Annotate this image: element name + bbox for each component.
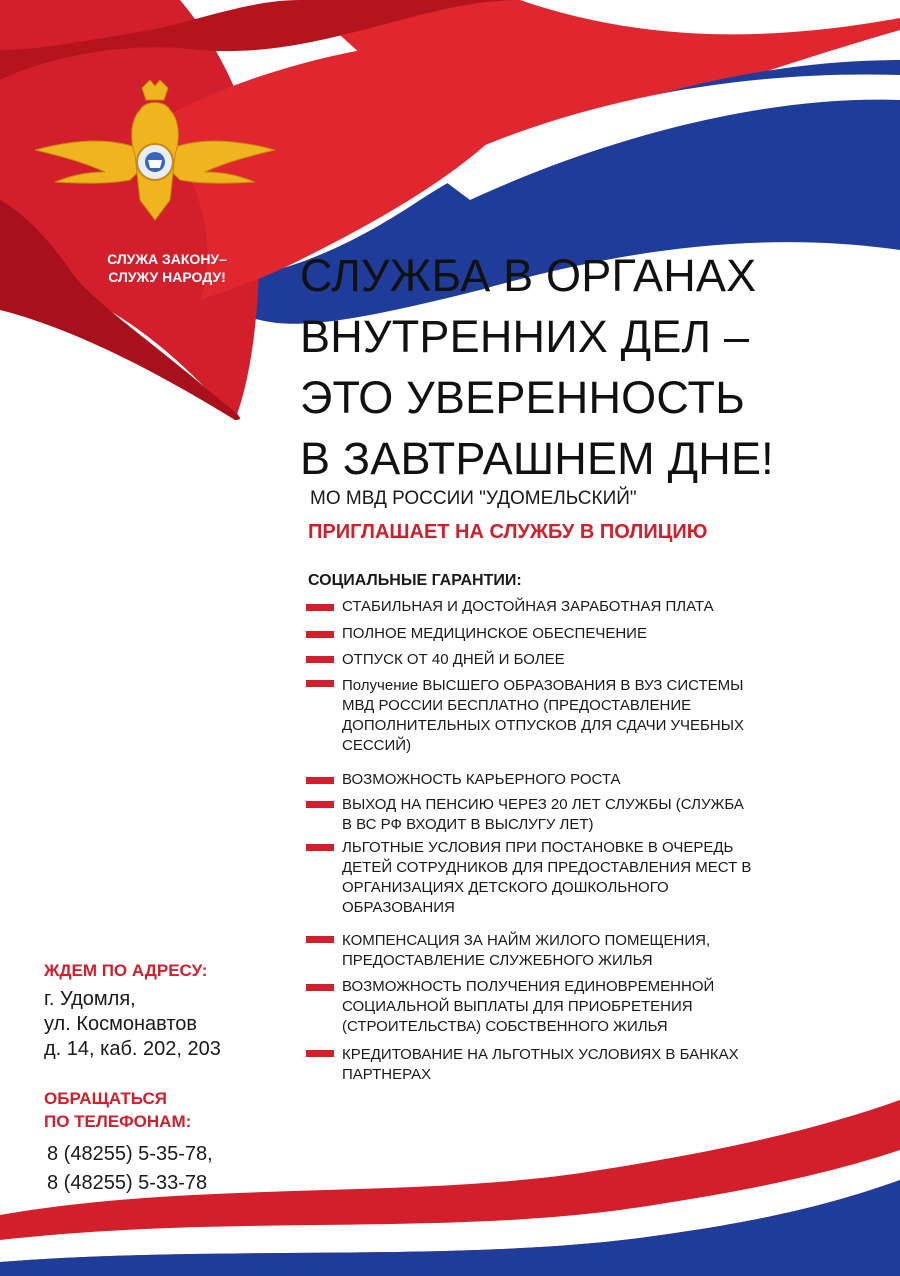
list-bullet [306, 656, 334, 663]
list-item [342, 676, 882, 756]
guarantees-title: СОЦИАЛЬНЫЕ ГАРАНТИИ: [308, 572, 522, 589]
list-item [342, 1045, 882, 1085]
address-line: ул. Космонавтов [44, 1013, 198, 1035]
address-line: д. 14, каб. 202, 203 [44, 1038, 221, 1060]
list-bullet [306, 844, 334, 851]
list-item [342, 624, 882, 644]
list-bullet [306, 604, 334, 611]
headline-line: ВНУТРЕННИХ ДЕЛ – [300, 311, 750, 362]
list-bullet [306, 984, 334, 991]
list-item [342, 650, 882, 670]
headline-line: В ЗАВТРАШНЕМ ДНЕ! [300, 433, 774, 484]
organization-name: МО МВД РОССИИ "УДОМЕЛЬСКИЙ" [310, 488, 637, 509]
headline-line: СЛУЖБА В ОРГАНАХ [300, 250, 757, 301]
phones-title-line: ПО ТЕЛЕФОНАМ: [44, 1112, 192, 1131]
list-item-line: ОТПУСК ОТ 40 ДНЕЙ И БОЛЕЕ [342, 651, 565, 668]
list-item-line: ВЫХОД НА ПЕНСИЮ ЧЕРЕЗ 20 ЛЕТ СЛУЖБЫ (СЛУЖБА [342, 796, 744, 813]
phones-title-line: ОБРАЩАТЬСЯ [44, 1089, 167, 1108]
list-item [342, 931, 882, 971]
list-item-line: В ВС РФ ВХОДИТ В ВЫСЛУГУ ЛЕТ) [342, 816, 594, 833]
list-item-line: ОБРАЗОВАНИЯ [342, 899, 455, 916]
address-line: г. Удомля, [44, 988, 136, 1010]
list-item [342, 597, 882, 617]
phone-list [47, 1140, 213, 1198]
list-item-line: ПОЛНОЕ МЕДИЦИНСКОЕ ОБЕСПЕЧЕНИЕ [342, 625, 647, 642]
list-item [342, 795, 882, 835]
list-item [342, 770, 882, 790]
list-item [342, 977, 882, 1037]
list-item-line: ВОЗМОЖНОСТЬ ПОЛУЧЕНИЯ ЕДИНОВРЕМЕННОЙ [342, 978, 715, 995]
list-item-line: ДЕТЕЙ СОТРУДНИКОВ ДЛЯ ПРЕДОСТАВЛЕНИЯ МЕСТ В [342, 859, 752, 876]
list-item-line: КРЕДИТОВАНИЕ НА ЛЬГОТНЫХ УСЛОВИЯХ В БАНКАХ [342, 1046, 739, 1063]
list-item-line: ДОПОЛНИТЕЛЬНЫХ ОТПУСКОВ ДЛЯ СДАЧИ УЧЕБНЫХ [342, 717, 745, 734]
list-item-line: ЛЬГОТНЫЕ УСЛОВИЯ ПРИ ПОСТАНОВКЕ В ОЧЕРЕДЬ [342, 839, 734, 856]
invitation-text: ПРИГЛАШАЕТ НА СЛУЖБУ В ПОЛИЦИЮ [308, 521, 708, 543]
police-emblem-icon [30, 80, 280, 230]
list-bullet [306, 631, 334, 638]
list-item [342, 838, 882, 918]
list-item-line: ВОЗМОЖНОСТЬ КАРЬЕРНОГО РОСТА [342, 771, 621, 788]
list-bullet [306, 777, 334, 784]
list-item-line: ПАРТНЕРАХ [342, 1066, 432, 1083]
headline-line: ЭТО УВЕРЕННОСТЬ [300, 372, 745, 423]
list-item-line: ПРЕДОСТАВЛЕНИЕ СЛУЖЕБНОГО ЖИЛЬЯ [342, 952, 653, 969]
list-bullet [306, 1050, 334, 1057]
list-bullet [306, 936, 334, 943]
phone-number: 8 (48255) 5-35-78, [47, 1143, 213, 1165]
motto-line: СЛУЖУ НАРОДУ! [108, 269, 226, 285]
address-title: ЖДЕМ ПО АДРЕСУ: [44, 961, 208, 980]
list-item-line: СТАБИЛЬНАЯ И ДОСТОЙНАЯ ЗАРАБОТНАЯ ПЛАТА [342, 598, 714, 615]
headline [300, 245, 890, 489]
motto-line: СЛУЖА ЗАКОНУ– [107, 251, 227, 267]
list-item-line: СОЦИАЛЬНОЙ ВЫПЛАТЫ ДЛЯ ПРИОБРЕТЕНИЯ [342, 998, 693, 1015]
list-bullet [306, 680, 334, 687]
list-item-line: (СТРОИТЕЛЬСТВА) СОБСТВЕННОГО ЖИЛЬЯ [342, 1018, 668, 1035]
phones-title [44, 1087, 191, 1133]
phone-number: 8 (48255) 5-33-78 [47, 1172, 208, 1194]
list-item-line: Получение ВЫСШЕГО ОБРАЗОВАНИЯ В ВУЗ СИСТЕМЫ [342, 677, 744, 694]
address [44, 987, 221, 1062]
list-item-line: СЕССИЙ) [342, 737, 412, 754]
list-item-line: МВД РОССИИ БЕСПЛАТНО (ПРЕДОСТАВЛЕНИЕ [342, 697, 692, 714]
list-item-line: КОМПЕНСАЦИЯ ЗА НАЙМ ЖИЛОГО ПОМЕЩЕНИЯ, [342, 932, 711, 949]
list-item-line: ОРГАНИЗАЦИЯХ ДЕТСКОГО ДОШКОЛЬНОГО [342, 879, 669, 896]
list-bullet [306, 801, 334, 808]
motto [82, 250, 252, 286]
